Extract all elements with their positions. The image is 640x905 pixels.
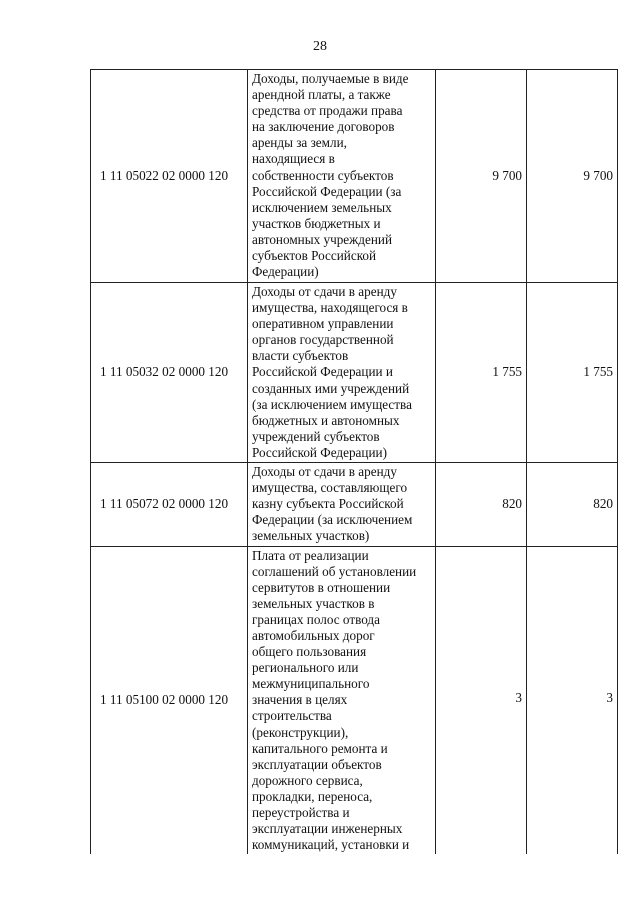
description-line: Доходы, получаемые в виде <box>252 71 409 86</box>
description-line: бюджетных и автономных <box>252 412 400 428</box>
description-line: эксплуатации инженерных <box>252 821 403 837</box>
description-line: сервитутов в отношении <box>252 579 391 595</box>
amount-value: 9 700 <box>492 167 522 183</box>
description-line: соглашений об установлении <box>252 563 417 579</box>
description-line: казну субъекта Российской <box>252 496 404 512</box>
amount-value: 820 <box>502 496 522 512</box>
description-line: земельных участков в <box>252 595 375 611</box>
budget-revenue-table <box>90 69 618 854</box>
description-line: средства от продажи права <box>252 103 403 119</box>
description-line: исключением земельных <box>252 199 392 215</box>
amount-cell-2 <box>527 283 618 463</box>
amount-cell-1 <box>436 70 527 283</box>
description-cell <box>248 283 436 463</box>
amount-value: 3 <box>515 690 522 706</box>
description-line: автономных учреждений <box>252 231 393 247</box>
description-line: учреждений субъектов <box>252 428 380 444</box>
amount-value: 9 700 <box>583 167 613 183</box>
description-line: межмуниципального <box>252 676 370 692</box>
description-line: Доходы от сдачи в аренду <box>252 464 397 480</box>
description-line: власти субъектов <box>252 348 349 364</box>
description-line: регионального или <box>252 660 359 676</box>
description-line: собственности субъектов <box>252 167 394 183</box>
description-line: имущества, составляющего <box>252 480 408 496</box>
description-line: арендной платы, а также <box>252 87 391 103</box>
table-row <box>91 70 618 283</box>
amount-value: 3 <box>606 690 613 706</box>
description-line: дорожного сервиса, <box>252 772 363 788</box>
description-line: Российской Федерации) <box>252 444 387 460</box>
description-line: переустройства и <box>252 805 350 820</box>
amount-value: 820 <box>593 496 613 512</box>
description-line: Доходы от сдачи в аренду <box>252 284 397 299</box>
description-line: Федерации (за исключением <box>252 512 413 528</box>
budget-code-cell: 1 11 05100 02 0000 120 <box>91 546 248 854</box>
description-line: прокладки, переноса, <box>252 788 373 804</box>
description-line: Федерации) <box>252 264 319 280</box>
table-row <box>91 463 618 546</box>
table-row <box>91 546 618 854</box>
description-line: созданных ими учреждений <box>252 380 410 396</box>
description-line: земельных участков) <box>252 528 370 544</box>
description-line: эксплуатации объектов <box>252 756 382 772</box>
table-body <box>91 70 618 855</box>
description-cell <box>248 70 436 283</box>
description-cell <box>248 463 436 546</box>
description-line: (реконструкции), <box>252 724 349 740</box>
description-line: капитального ремонта и <box>252 740 388 756</box>
description-cell <box>248 546 436 854</box>
amount-value: 1 755 <box>492 364 522 380</box>
description-line: находящиеся в <box>252 151 335 167</box>
budget-code-cell: 1 11 05032 02 0000 120 <box>91 283 248 463</box>
amount-cell-2 <box>527 546 618 854</box>
amount-cell-2 <box>527 70 618 283</box>
table-row <box>91 283 618 463</box>
description-line: органов государственной <box>252 332 394 348</box>
amount-cell-1 <box>436 463 527 546</box>
amount-value: 1 755 <box>583 364 613 380</box>
description-line: (за исключением имущества <box>252 396 412 412</box>
description-line: оперативном управлении <box>252 316 394 332</box>
description-line: имущества, находящегося в <box>252 300 408 316</box>
description-line: значения в целях <box>252 692 348 708</box>
amount-cell-2 <box>527 463 618 546</box>
description-line: Плата от реализации <box>252 547 369 563</box>
description-line: Российской Федерации и <box>252 364 393 380</box>
description-line: аренды за земли, <box>252 135 347 151</box>
description-line: строительства <box>252 708 332 724</box>
page-number: 28 <box>313 39 327 54</box>
description-line: границах полос отвода <box>252 611 380 627</box>
description-line: на заключение договоров <box>252 119 395 135</box>
description-line: участков бюджетных и <box>252 215 381 231</box>
description-line: общего пользования <box>252 644 367 660</box>
description-line: автомобильных дорог <box>252 627 375 643</box>
amount-cell-1 <box>436 546 527 854</box>
budget-code-cell: 1 11 05072 02 0000 120 <box>91 463 248 546</box>
description-line: коммуникаций, установки и <box>252 837 410 853</box>
budget-code-cell: 1 11 05022 02 0000 120 <box>91 70 248 283</box>
amount-cell-1 <box>436 283 527 463</box>
description-line: субъектов Российской <box>252 248 377 264</box>
description-line: Российской Федерации (за <box>252 183 402 199</box>
